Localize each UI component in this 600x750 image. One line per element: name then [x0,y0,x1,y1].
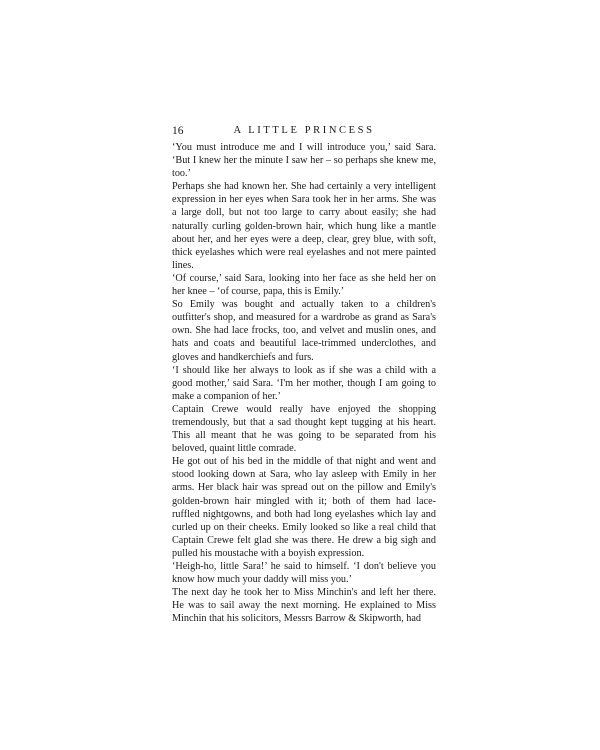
page-header [172,124,436,138]
paragraph: So Emily was bought and actually taken to a children's outfitter's shop, and measured for a wardrobe as grand as Sara's own. She had lace frocks, too, and velvet and muslin ones, and hats and coats and beautiful lace-trimmed underclothes, and gloves and handkerchiefs and furs. [172,299,436,363]
paragraph: He got out of his bed in the middle of that night and went and stood looking down at Sara, who lay asleep with Emily in her arms. Her black hair was spread out on the pillow and Emily's golden-brown hair mingled with it; both of them had lace-ruffled nightgowns, and both had long eyelashes which lay and curled up on their cheeks. Emily looked so like a real child that Captain Crewe felt glad she was there. He drew a big sigh and pulled his moustache with a boyish expression. [172,456,436,559]
paragraph: ‘You must introduce me and I will introduce you,’ said Sara. ‘But I knew her the minute I saw her – so perhaps she knew me, too.’ [172,142,436,180]
paragraph: The next day he took her to Miss Minchin's and left her there. He was to sail away the next morning. He explained to Miss Minchin that his solicitors, Messrs Barrow & Skipworth, had [172,587,436,625]
paragraph: ‘I should like her always to look as if she was a child with a good mother,’ said Sara. ‘I'm her mother, though I am going to make a companion of her.’ [172,364,436,402]
paragraph: Perhaps she had known her. She had certainly a very intelligent expression in her eyes when Sara took her in her arms. She was a large doll, but not too large to carry about easily; she had naturally curling golden-brown hair, which hung like a mantle about her, and her eyes were a deep, clear, grey blue, with soft, thick eyelashes which were real eyelashes and not mere painted lines. [172,181,436,271]
paragraph: ‘Of course,’ said Sara, looking into her face as she held her on her knee – ‘of course, papa, this is Emily.’ [172,272,436,298]
page-number: 16 [172,125,184,137]
paragraph: ‘Heigh-ho, little Sara!’ he said to himself. ‘I don't believe you know how much your daddy will miss you.’ [172,561,436,586]
paragraph: Captain Crewe would really have enjoyed the shopping tremendously, but that a sad thought kept tugging at his heart. This all meant that he was going to be separated from his beloved, quaint little comrade. [172,403,436,455]
running-title: A LITTLE PRINCESS [233,125,375,136]
body-text [172,141,436,625]
